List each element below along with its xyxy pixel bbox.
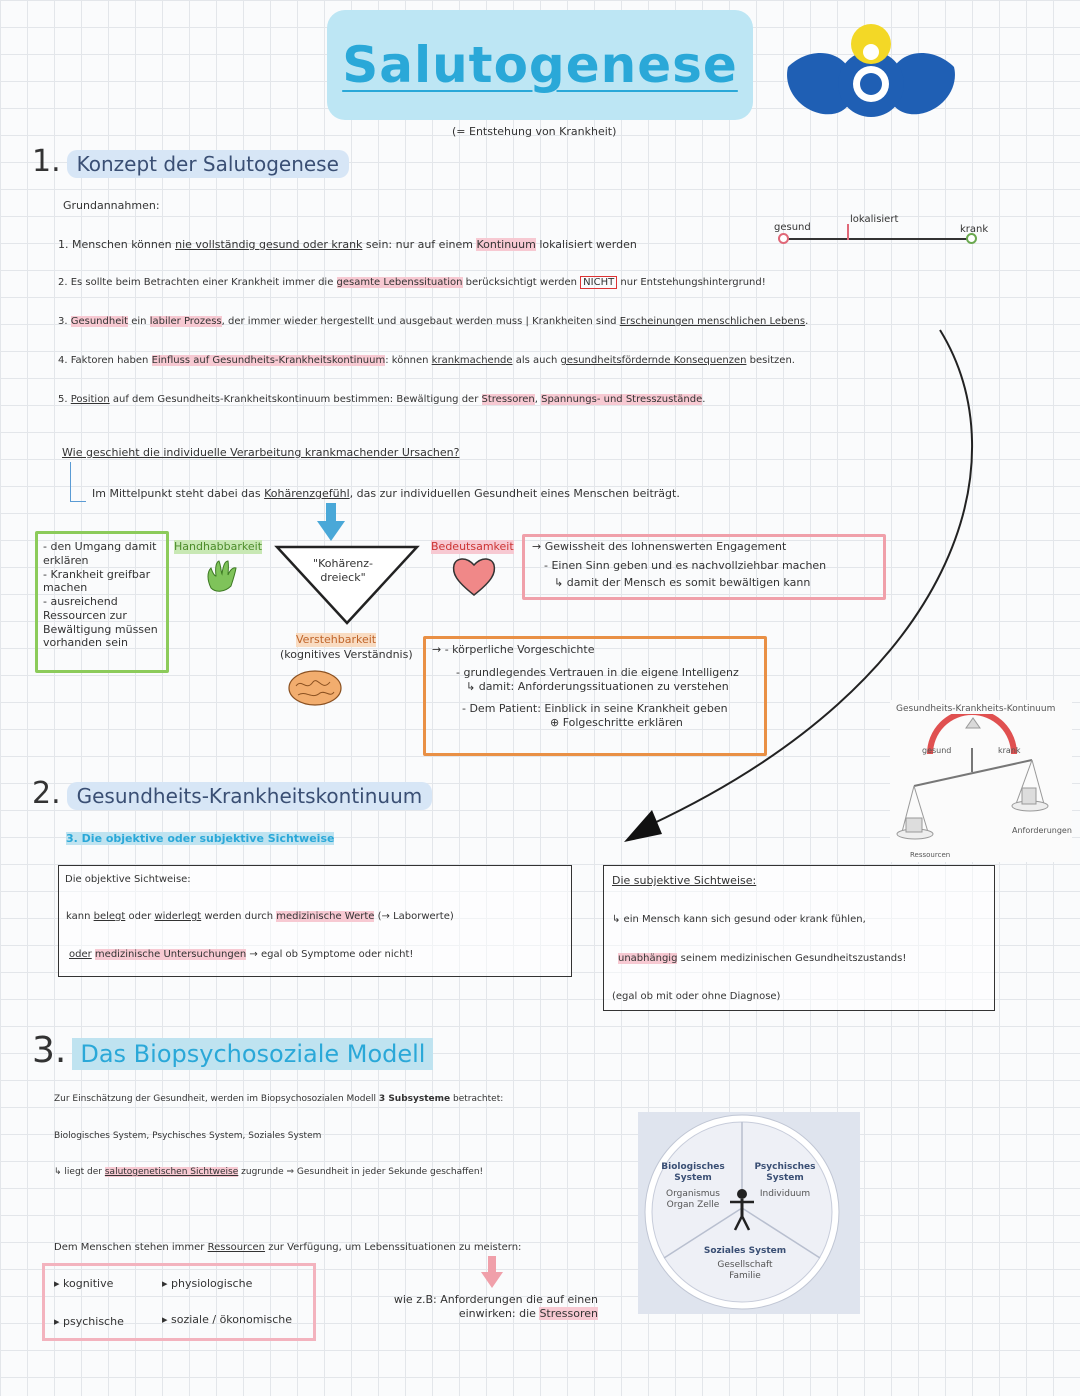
resource-soziale: ▸ soziale / ökonomische — [162, 1313, 293, 1326]
section3-line-2: Biologisches System, Psychisches System, Soziales System — [54, 1131, 322, 1141]
subtitle: (= Entstehung von Krankheit) — [452, 125, 617, 138]
objective-line-2: oder medizinische Untersuchungen → egal ob Symptome oder nicht! — [69, 949, 414, 960]
diagram-anforderungen: Anforderungen — [1012, 826, 1072, 835]
triangle-label: "Kohärenz-dreieck" — [313, 557, 373, 584]
title-banner — [327, 10, 753, 120]
subjective-title: Die subjektive Sichtweise: — [612, 874, 757, 887]
section1-heading — [32, 144, 349, 179]
diagram-ressourcen: Ressourcen — [910, 851, 951, 859]
answer-line: Im Mittelpunkt steht dabei das Kohärenzgefühl, das zur individuellen Gesundheit eines Menschen beiträgt. — [92, 487, 680, 500]
resource-kognitive: ▸ kognitive — [54, 1277, 114, 1290]
bedeutsamkeit-label: Bedeutsamkeit — [431, 540, 514, 553]
diagram-gesund: gesund — [922, 746, 952, 755]
resource-psychische: ▸ psychische — [54, 1315, 124, 1328]
verstehbarkeit-items: → - körperliche Vorgeschichte - grundlegendes Vertrauen in die eigene Intelligenz ↳ damit: Anforderungssituationen zu verstehen - Dem Patient: Einblick in seine Krankheit geben ⊕ Folgeschritte erklären — [432, 643, 739, 729]
assumption-4: 4. Faktoren haben Einfluss auf Gesundheits-Krankheitskontinuum: können krankmachende als auch gesundheitsfördernde Konsequenzen besitzen. — [58, 355, 795, 366]
continuum-lokalisiert: lokalisiert — [850, 214, 899, 225]
section3-heading — [32, 1030, 433, 1071]
heart-icon — [450, 555, 498, 599]
assumption-3: 3. Gesundheit ein labiler Prozess, der immer wieder hergestellt und ausgebaut werden muss | Krankheiten sind Erscheinungen menschlichen Lebens. — [58, 316, 809, 327]
subjective-line-1: ↳ ein Mensch kann sich gesund oder krank fühlen, — [612, 914, 866, 925]
continuum-line — [774, 214, 994, 250]
resources-box — [42, 1263, 316, 1341]
psy-system-items: Individuum — [759, 1189, 811, 1199]
biopsychosocial-diagram — [638, 1112, 860, 1314]
section1-title: Konzept der Salutogenese — [67, 150, 349, 178]
diagram-krank: krank — [998, 746, 1021, 755]
subjective-line-3: (egal ob mit oder ohne Diagnose) — [612, 991, 781, 1002]
answer-arrow-icon — [70, 462, 86, 502]
objective-line-1: kann belegt oder widerlegt werden durch medizinische Werte (→ Laborwerte) — [66, 911, 454, 922]
handhabbarkeit-items: - den Umgang damit erklären - Krankheit greifbar machen - ausreichend Ressourcen zur Bewältigung müssen vorhanden sein — [43, 540, 158, 650]
verstehbarkeit-sub: (kognitives Verständnis) — [280, 648, 413, 661]
objective-title: Die objektive Sichtweise: — [65, 874, 191, 885]
psy-system-title: Psychisches System — [754, 1162, 816, 1183]
section2-heading — [32, 776, 432, 811]
continuum-diagram — [890, 700, 1072, 862]
bedeutsamkeit-items: → Gewissheit des lohnenswerten Engagement - Einen Sinn geben und es nachvollziehbar machen ↳ damit der Mensch es somit bewältigen kann — [532, 540, 827, 589]
section2-number: 2. — [32, 776, 61, 811]
handhabbarkeit-label: Handhabbarkeit — [174, 540, 263, 553]
section3-line-1: Zur Einschätzung der Gesundheit, werden im Biopsychosozialen Modell 3 Subsysteme betrachtet: — [54, 1094, 504, 1104]
continuum-gesund: gesund — [774, 222, 811, 233]
pink-down-arrow-icon — [481, 1256, 503, 1290]
grundannahmen-label: Grundannahmen: — [63, 199, 160, 212]
system-circle-icon — [638, 1112, 860, 1314]
subjective-line-2: unabhängig seinem medizinischen Gesundheitszustands! — [618, 953, 907, 964]
down-arrow-icon — [315, 503, 347, 543]
continuum-krank: krank — [960, 224, 989, 235]
stressoren-example: wie z.B: Anforderungen die auf einen einwirken: die Stressoren — [393, 1293, 598, 1320]
assumption-2: 2. Es sollte beim Betrachten einer Krankheit immer die gesamte Lebenssituation berücksichtigt werden NICHT nur Entstehungshintergrund! — [58, 277, 766, 288]
soz-system-items: Gesellschaft Familie — [717, 1260, 773, 1281]
assumption-5: 5. Position auf dem Gesundheits-Krankheitskontinuum bestimmen: Bewältigung der Stressoren, Spannungs- und Stresszustände. — [58, 394, 706, 405]
assumption-1: 1. Menschen können nie vollständig gesund oder krank sein: nur auf einem Kontinuum lokalisiert werden — [58, 238, 637, 251]
section3-line-3: ↳ liegt der salutogenetischen Sichtweise zugrunde ⇒ Gesundheit in jeder Sekunde geschaffen! — [54, 1167, 484, 1177]
logo-icon — [778, 22, 964, 122]
resource-physiologische: ▸ physiologische — [162, 1277, 253, 1290]
section2-title: Gesundheits-Krankheitskontinuum — [67, 782, 433, 810]
section3-title: Das Biopsychosoziale Modell — [72, 1038, 433, 1070]
question-line: Wie geschieht die individuelle Verarbeitung krankmachender Ursachen? — [62, 446, 460, 459]
section1-number: 1. — [32, 144, 61, 179]
verstehbarkeit-label: Verstehbarkeit — [296, 633, 377, 646]
page-title: Salutogenese — [342, 36, 738, 94]
hand-icon — [203, 558, 243, 594]
balance-scale-icon — [890, 714, 1072, 862]
soz-system-title: Soziales System — [703, 1246, 787, 1256]
bio-system-title: Biologisches System — [661, 1162, 725, 1183]
bio-system-items: Organismus Organ Zelle — [666, 1189, 720, 1210]
section2-subheading: 3. Die objektive oder subjektive Sichtweise — [66, 832, 335, 845]
section3-number: 3. — [32, 1030, 67, 1071]
brain-icon — [286, 668, 344, 708]
section3-line-4: Dem Menschen stehen immer Ressourcen zur Verfügung, um Lebenssituationen zu meistern: — [54, 1242, 522, 1253]
diagram-title: Gesundheits-Krankheits-Kontinuum — [896, 704, 1056, 714]
